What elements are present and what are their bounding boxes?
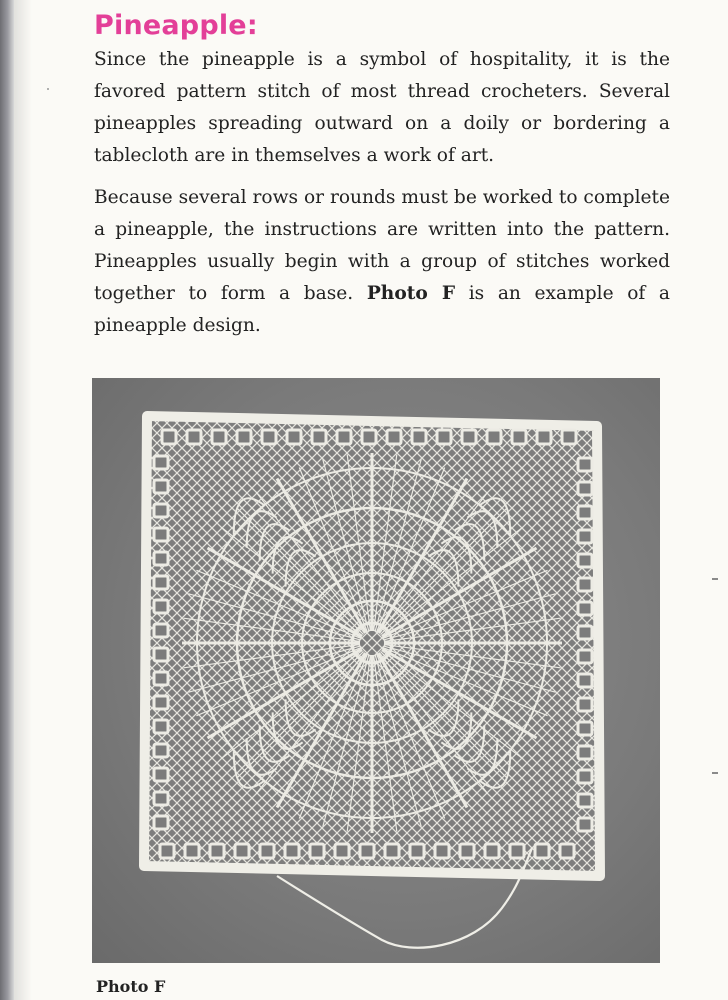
paragraph-text-start: Because several rows or rounds must be worked to complete a pineapple, the instructions are written into the pattern. Pineapples usually begin with a group of stitches worked together to form a base.	[94, 187, 670, 304]
photo-f-crochet-square	[92, 378, 660, 963]
page-gutter-shadow	[14, 0, 32, 1000]
page-speck	[47, 88, 49, 90]
margin-mark	[712, 772, 718, 774]
book-spine-edge	[0, 0, 14, 1000]
photo-reference: Photo F	[366, 283, 456, 304]
paragraph-text-end: is an example of a pineapple design.	[94, 283, 670, 336]
paragraph-pineapple-instructions	[94, 182, 670, 342]
crochet-doily-illustration	[92, 378, 660, 963]
photo-caption: Photo F	[96, 977, 166, 996]
section-heading: Pineapple:	[94, 10, 258, 41]
paragraph-hospitality: Since the pineapple is a symbol of hospitality, it is the favored pattern stitch of most thread crocheters. Several pineapples spreading outward on a doily or bordering a tablecloth are in themselves a work of art.	[94, 49, 670, 166]
margin-mark	[712, 578, 718, 580]
